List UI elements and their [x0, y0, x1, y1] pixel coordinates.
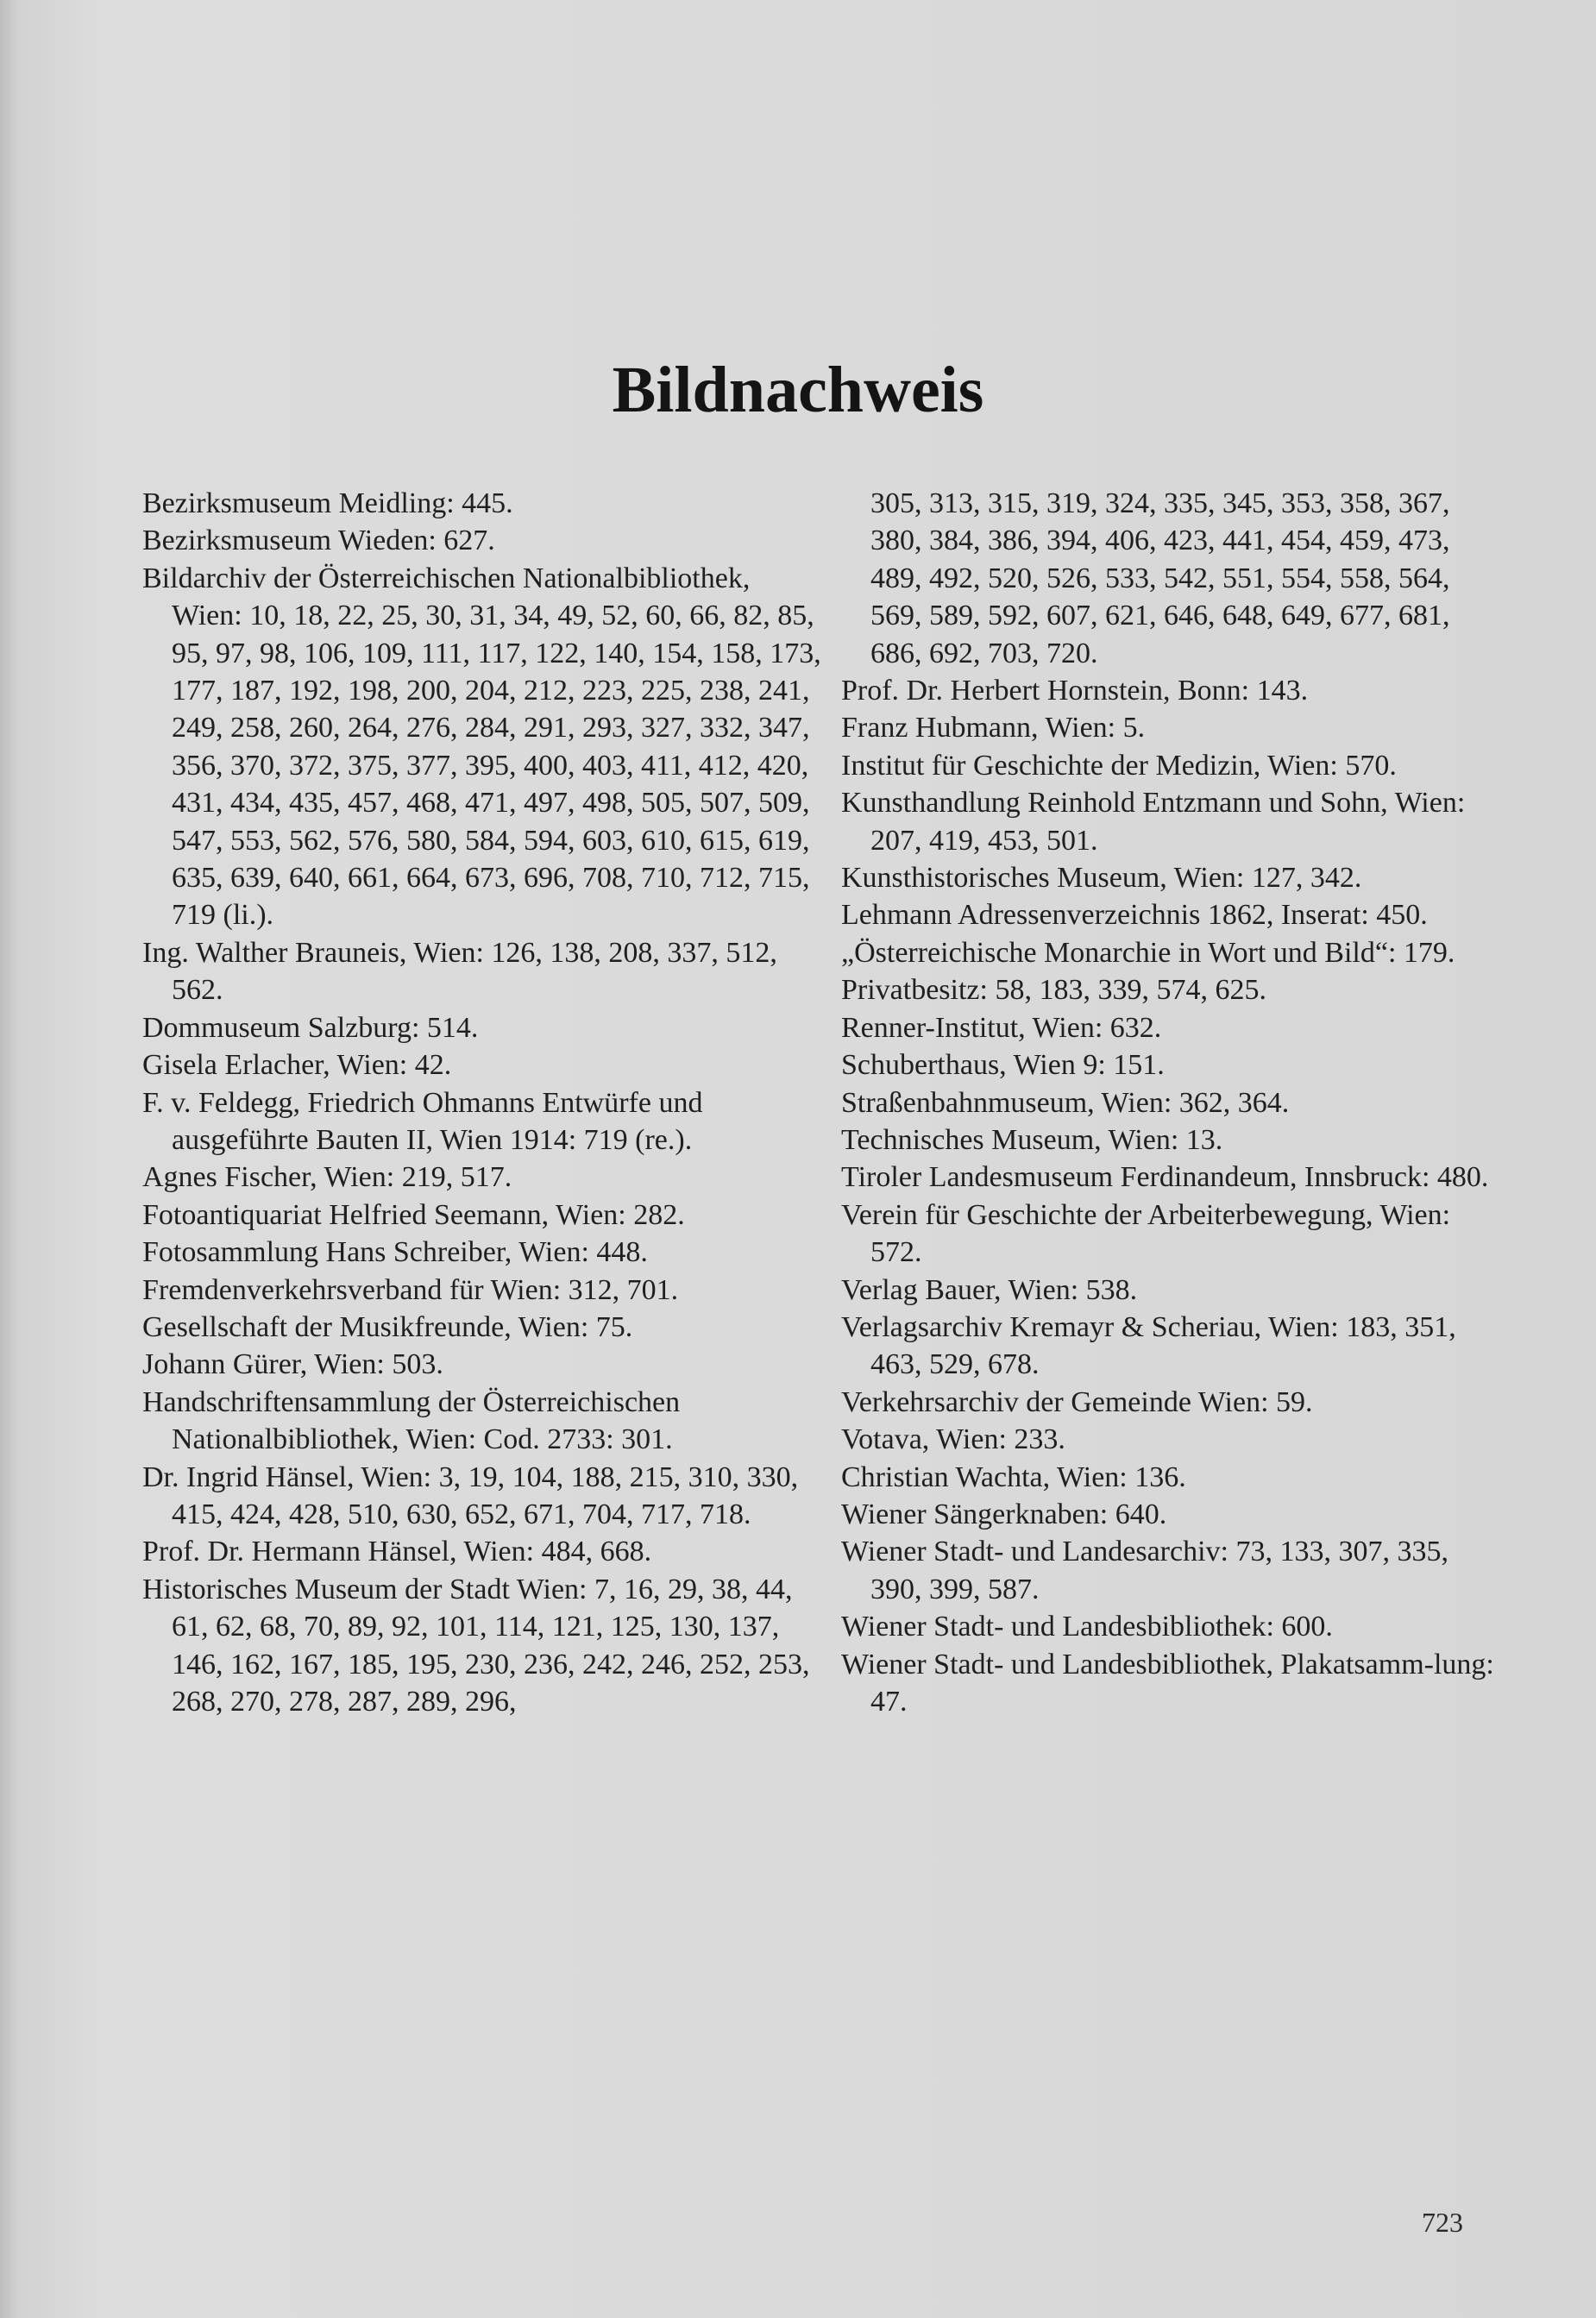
credit-entry: Institut für Geschichte der Medizin, Wien: 570.	[841, 749, 1397, 782]
credit-entry: Wiener Stadt- und Landesarchiv: 73, 133, 307, 335, 390, 399, 587.	[841, 1536, 1448, 1605]
credit-entry: Gisela Erlacher, Wien: 42.	[142, 1049, 452, 1082]
page-number: 723	[1422, 2207, 1463, 2238]
credit-entry: Ing. Walther Brauneis, Wien: 126, 138, 208, 337, 512, 562.	[142, 936, 777, 1007]
credit-entry: Technisches Museum, Wien: 13.	[841, 1123, 1223, 1156]
left-column	[142, 485, 824, 1720]
credit-entry: Kunsthandlung Reinhold Entzmann und Sohn, Wien: 207, 419, 453, 501.	[841, 787, 1466, 857]
credit-entry: Historisches Museum der Stadt Wien: 7, 16, 29, 38, 44, 61, 62, 68, 70, 89, 92, 101, 114, 121, 125, 130, 137, 146, 162, 167, 185, 195, 230, 236, 242, 246, 252, 253, 268, 270, 278, 287, 289, 296,	[142, 1573, 810, 1718]
credit-entry: Renner-Institut, Wien: 632.	[841, 1011, 1162, 1044]
credit-entry: Kunsthistorisches Museum, Wien: 127, 342.	[841, 862, 1362, 895]
credit-entry: Fotosammlung Hans Schreiber, Wien: 448.	[142, 1236, 648, 1269]
credit-entry: Bezirksmuseum Wieden: 627.	[142, 525, 495, 557]
credit-entry: Dommuseum Salzburg: 514.	[142, 1011, 479, 1044]
credit-entry: Prof. Dr. Herbert Hornstein, Bonn: 143.	[841, 675, 1309, 707]
credit-entry: Tiroler Landesmuseum Ferdinandeum, Innsbruck: 480.	[841, 1161, 1489, 1194]
credit-entry: Dr. Ingrid Hänsel, Wien: 3, 19, 104, 188, 215, 310, 330, 415, 424, 428, 510, 630, 652, 671, 704, 717, 718.	[142, 1461, 799, 1530]
page-title: Bildnachweis	[612, 353, 984, 426]
credit-entry: Wiener Sängerknaben: 640.	[841, 1498, 1167, 1530]
credit-entry: Fotoantiquariat Helfried Seemann, Wien: 282.	[142, 1198, 685, 1231]
page-gutter-shadow	[0, 0, 19, 2318]
credit-entry: Verlag Bauer, Wien: 538.	[841, 1273, 1138, 1306]
credit-entry: Privatbesitz: 58, 183, 339, 574, 625.	[841, 974, 1266, 1007]
credit-entry: F. v. Feldegg, Friedrich Ohmanns Entwürfe und ausgeführte Bauten II, Wien 1914: 719 (re.).	[142, 1086, 703, 1156]
credit-entry: Straßenbahnmuseum, Wien: 362, 364.	[841, 1086, 1290, 1119]
credit-entry: Bezirksmuseum Meidling: 445.	[142, 487, 513, 519]
credit-entry: Agnes Fischer, Wien: 219, 517.	[142, 1161, 512, 1194]
credit-entry: Verlagsarchiv Kremayr & Scheriau, Wien: 183, 351, 463, 529, 678.	[841, 1310, 1456, 1381]
credit-entry: „Österreichische Monarchie in Wort und Bild“: 179.	[841, 936, 1455, 969]
credit-entry: Lehmann Adressenverzeichnis 1862, Inserat: 450.	[841, 899, 1428, 932]
credit-entry: Verkehrsarchiv der Gemeinde Wien: 59.	[841, 1385, 1313, 1418]
credit-entry: Prof. Dr. Hermann Hänsel, Wien: 484, 668.	[142, 1536, 652, 1568]
right-column	[841, 485, 1505, 1720]
credit-entry: Christian Wachta, Wien: 136.	[841, 1461, 1186, 1493]
credit-entry: Votava, Wien: 233.	[841, 1423, 1065, 1456]
credit-entry: Handschriftensammlung der Österreichischen Nationalbibliothek, Wien: Cod. 2733: 301.	[142, 1385, 681, 1456]
credit-entry: Bildarchiv der Österreichischen Nationalbibliothek, Wien: 10, 18, 22, 25, 30, 31, 34, 49, 52, 60, 66, 82, 85, 95, 97, 98, 106, 109, 111, 117, 122, 140, 154, 158, 173, 177, 187, 192, 198, 200, 204, 212, 223, 225, 238, 241, 249, 258, 260, 264, 276, 284, 291, 293, 327, 332, 347, 356, 370, 372, 375, 377, 395, 400, 403, 411, 412, 420, 431, 434, 435, 457, 468, 471, 497, 498, 505, 507, 509, 547, 553, 562, 576, 580, 584, 594, 603, 610, 615, 619, 635, 639, 640, 661, 664, 673, 696, 708, 710, 712, 715, 719 (li.).	[142, 562, 821, 932]
credit-entry: Wiener Stadt- und Landesbibliothek, Plakatsamm-lung: 47.	[841, 1648, 1494, 1718]
credit-entry: Verein für Geschichte der Arbeiterbewegung, Wien: 572.	[841, 1198, 1451, 1269]
credit-entry: Gesellschaft der Musikfreunde, Wien: 75.	[142, 1310, 633, 1343]
credit-entry: Schuberthaus, Wien 9: 151.	[841, 1049, 1165, 1082]
credit-entry: Wiener Stadt- und Landesbibliothek: 600.	[841, 1611, 1333, 1643]
credit-entry: Johann Gürer, Wien: 503.	[142, 1348, 443, 1381]
credit-entry: Franz Hubmann, Wien: 5.	[841, 712, 1146, 744]
credit-entry: Fremdenverkehrsverband für Wien: 312, 701.	[142, 1273, 679, 1306]
credit-entry-continuation: 305, 313, 315, 319, 324, 335, 345, 353, 358, 367, 380, 384, 386, 394, 406, 423, 441, 454, 459, 473, 489, 492, 520, 526, 533, 542, 551, 554, 558, 564, 569, 589, 592, 607, 621, 646, 648, 649, 677, 681, 686, 692, 703, 720.	[870, 487, 1450, 669]
